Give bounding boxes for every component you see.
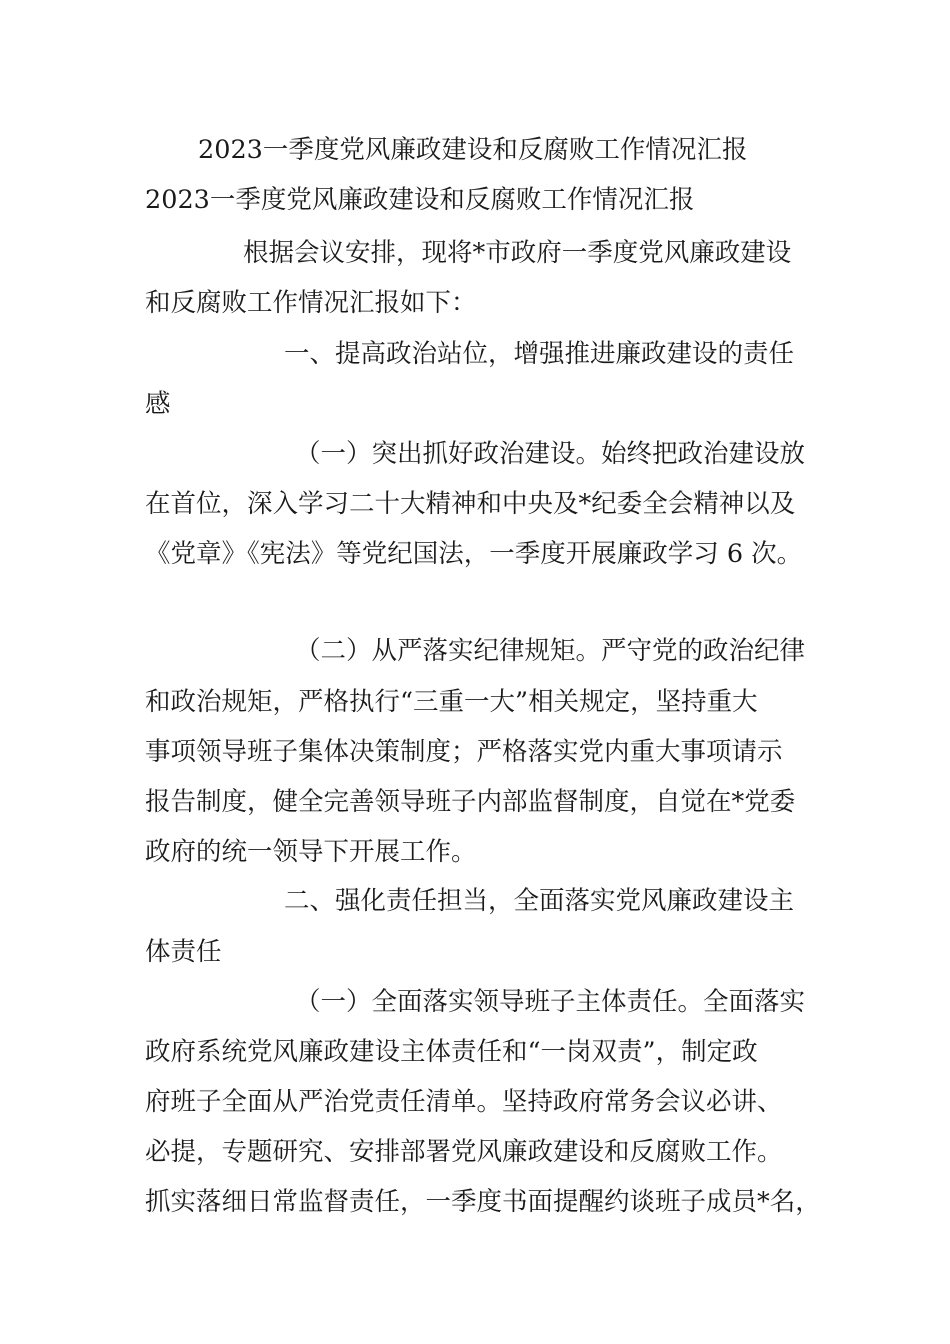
paragraph-intro-line-1: 根据会议安排，现将*市政府一季度党风廉政建设	[243, 238, 792, 268]
document-title: 2023一季度党风廉政建设和反腐败工作情况汇报	[198, 135, 748, 165]
section-heading-2-line-1: 二、强化责任担当，全面落实党风廉政建设主	[284, 886, 795, 916]
section-heading-1-line-1: 一、提高政治站位，增强推进廉政建设的责任	[284, 339, 795, 369]
section-heading-2-line-2: 体责任	[145, 937, 222, 967]
paragraph-2-1-line-2: 政府系统党风廉政建设主体责任和“一岗双责”，制定政	[145, 1037, 758, 1067]
paragraph-1-2-line-5: 政府的统一领导下开展工作。	[145, 837, 477, 867]
paragraph-2-1-line-4: 必提，专题研究、安排部署党风廉政建设和反腐败工作。	[145, 1137, 783, 1167]
paragraph-1-1-line-2: 在首位，深入学习二十大精神和中央及*纪委全会精神以及	[145, 489, 796, 519]
paragraph-1-2-line-3: 事项领导班子集体决策制度；严格落实党内重大事项请示	[145, 737, 783, 767]
paragraph-1-1-line-1: （一）突出抓好政治建设。始终把政治建设放	[295, 439, 806, 469]
paragraph-2-1-line-1: （一）全面落实领导班子主体责任。全面落实	[295, 987, 806, 1017]
paragraph-1-2-line-4: 报告制度，健全完善领导班子内部监督制度，自觉在*党委	[145, 787, 796, 817]
paragraph-intro-line-2: 和反腐败工作情况汇报如下：	[145, 288, 477, 318]
paragraph-2-1-line-5: 抓实落细日常监督责任，一季度书面提醒约谈班子成员*名，	[145, 1187, 821, 1217]
paragraph-1-1-line-3: 《党章》《宪法》等党纪国法，一季度开展廉政学习 6 次。	[145, 539, 803, 569]
paragraph-1-2-line-1: （二）从严落实纪律规矩。严守党的政治纪律	[295, 636, 806, 666]
document-subtitle: 2023一季度党风廉政建设和反腐败工作情况汇报	[145, 185, 695, 215]
paragraph-1-2-line-2: 和政治规矩，严格执行“三重一大”相关规定，坚持重大	[145, 687, 758, 717]
section-heading-1-line-2: 感	[145, 389, 171, 419]
paragraph-2-1-line-3: 府班子全面从严治党责任清单。坚持政府常务会议必讲、	[145, 1087, 783, 1117]
